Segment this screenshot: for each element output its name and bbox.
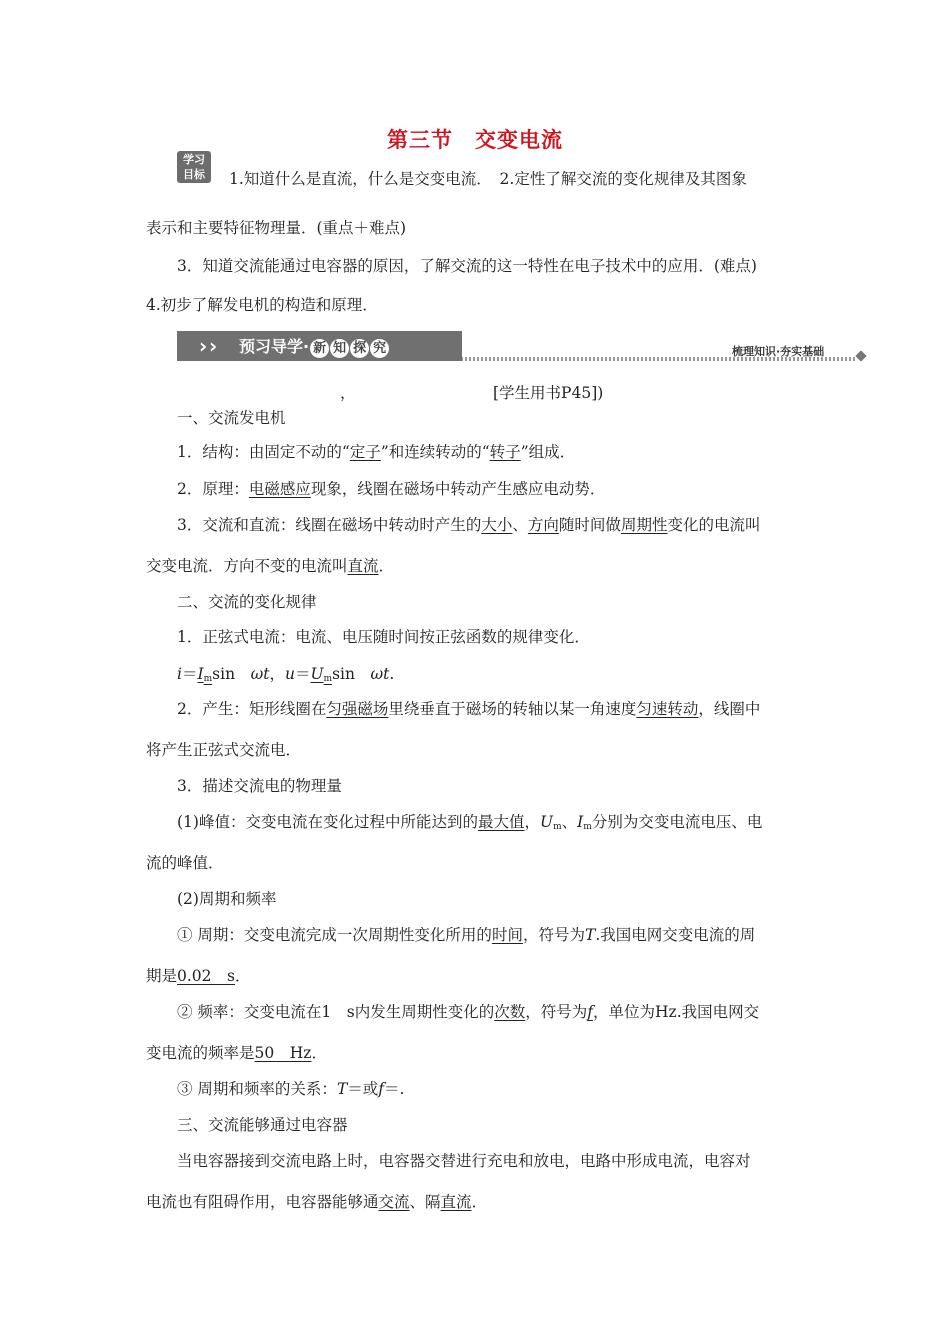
badge-line-2: 目标: [183, 168, 205, 181]
answer-blank: 最大值: [477, 813, 525, 831]
answer-blank: 时间: [491, 926, 523, 944]
section-1-heading: 一、交流发电机: [177, 409, 286, 427]
paragraph: 1．结构：由固定不动的“定子”和连续转动的“转子”组成．: [177, 443, 576, 461]
paragraph: 2．原理：电磁感应现象，线圈在磁场中转动产生感应电动势．: [177, 480, 606, 498]
answer-blank: 方向: [527, 516, 559, 534]
answer-blank: 直流: [347, 557, 379, 575]
paragraph: 1．正弦式电流：电流、电压随时间按正弦函数的规律变化．: [177, 628, 590, 646]
ref-comma: ，: [340, 384, 356, 402]
paragraph: ② 频率：交变电流在1 s内发生周期性变化的次数，符号为f，单位为Hz.我国电网交: [177, 1003, 760, 1021]
banner-char: 探: [350, 339, 369, 358]
banner-char: 究: [370, 339, 389, 358]
answer-blank: 定子: [349, 443, 381, 461]
badge-line-1: 学习: [183, 153, 205, 166]
banner-subtitle: 梳理知识·夯实基础: [732, 345, 825, 358]
paragraph: 变电流的频率是50 Hz．: [146, 1044, 327, 1062]
paragraph: 交变电流．方向不变的电流叫直流．: [146, 557, 395, 575]
answer-blank: 次数: [494, 1003, 526, 1021]
banner-char: 知: [330, 339, 349, 358]
answer-blank: 大小: [481, 516, 513, 534]
paragraph: 当电容器接到交流电路上时，电容器交替进行充电和放电，电路中形成电流，电容对: [177, 1152, 751, 1170]
banner-title: 预习导学· 新 知 探 究: [239, 334, 389, 358]
answer-blank: 周期性: [620, 516, 668, 534]
paragraph: (2)周期和频率: [177, 890, 277, 908]
paragraph: (1)峰值：交变电流在变化过程中所能达到的最大值，$U_m$、$I_m$分别为交变电流电压、电: [177, 813, 763, 832]
page-title: 第三节 交变电流: [387, 128, 563, 152]
paragraph: 期是0.02 s．: [146, 967, 251, 985]
answer-blank: 匀强磁场: [326, 700, 389, 718]
paragraph: ③ 周期和频率的关系：T＝或f＝.: [177, 1080, 405, 1098]
answer-blank: 0.02 s: [177, 967, 235, 985]
section-3-heading: 三、交流能够通过电容器: [177, 1116, 348, 1134]
answer-blank: 交流: [378, 1193, 410, 1211]
banner-char: 新: [310, 339, 329, 358]
paragraph: 电流也有阻碍作用，电容器能够通交流、隔直流．: [146, 1193, 488, 1211]
objective-line-2: 表示和主要特征物理量．(重点＋难点): [146, 219, 407, 237]
paragraph: ① 周期：交变电流完成一次周期性变化所用的时间，符号为T.我国电网交变电流的周: [177, 926, 756, 944]
answer-blank: 匀速转动: [636, 700, 699, 718]
paragraph: 3．描述交流电的物理量: [177, 777, 342, 795]
paragraph: 流的峰值．: [146, 854, 224, 872]
paragraph: 2．产生：矩形线圈在匀强磁场里绕垂直于磁场的转轴以某一角速度匀速转动，线圈中: [177, 700, 761, 718]
paragraph: 3．交流和直流：线圈在磁场中转动时产生的大小、方向随时间做周期性变化的电流叫: [177, 516, 761, 534]
textbook-ref: [学生用书P45]): [493, 384, 604, 402]
paragraph: 将产生正弦式交流电．: [146, 741, 302, 759]
answer-blank: 电磁感应: [248, 480, 311, 498]
chevron-right-icon: ›: [199, 334, 208, 358]
learning-goals-badge: [177, 151, 211, 183]
section-banner: [177, 331, 867, 365]
objective-line-3: 3．知道交流能通过电容器的原因，了解交流的这一特性在电子技术中的应用．(难点): [177, 257, 757, 275]
diamond-icon: [855, 350, 866, 361]
section-2-heading: 二、交流的变化规律: [177, 593, 317, 611]
answer-blank: 转子: [489, 443, 521, 461]
objective-line-4: 4.初步了解发电机的构造和原理．: [146, 296, 378, 314]
objective-line-1: 1.知道什么是直流，什么是交变电流． 2.定性了解交流的变化规律及其图象: [229, 170, 747, 188]
answer-blank: 50 Hz: [254, 1044, 312, 1062]
chevron-right-icon: ›: [209, 334, 218, 358]
formula: $i=I_m\sin$ ωt，$u=U_m\sin$ ωt.: [177, 665, 395, 684]
answer-blank: 直流: [440, 1193, 472, 1211]
